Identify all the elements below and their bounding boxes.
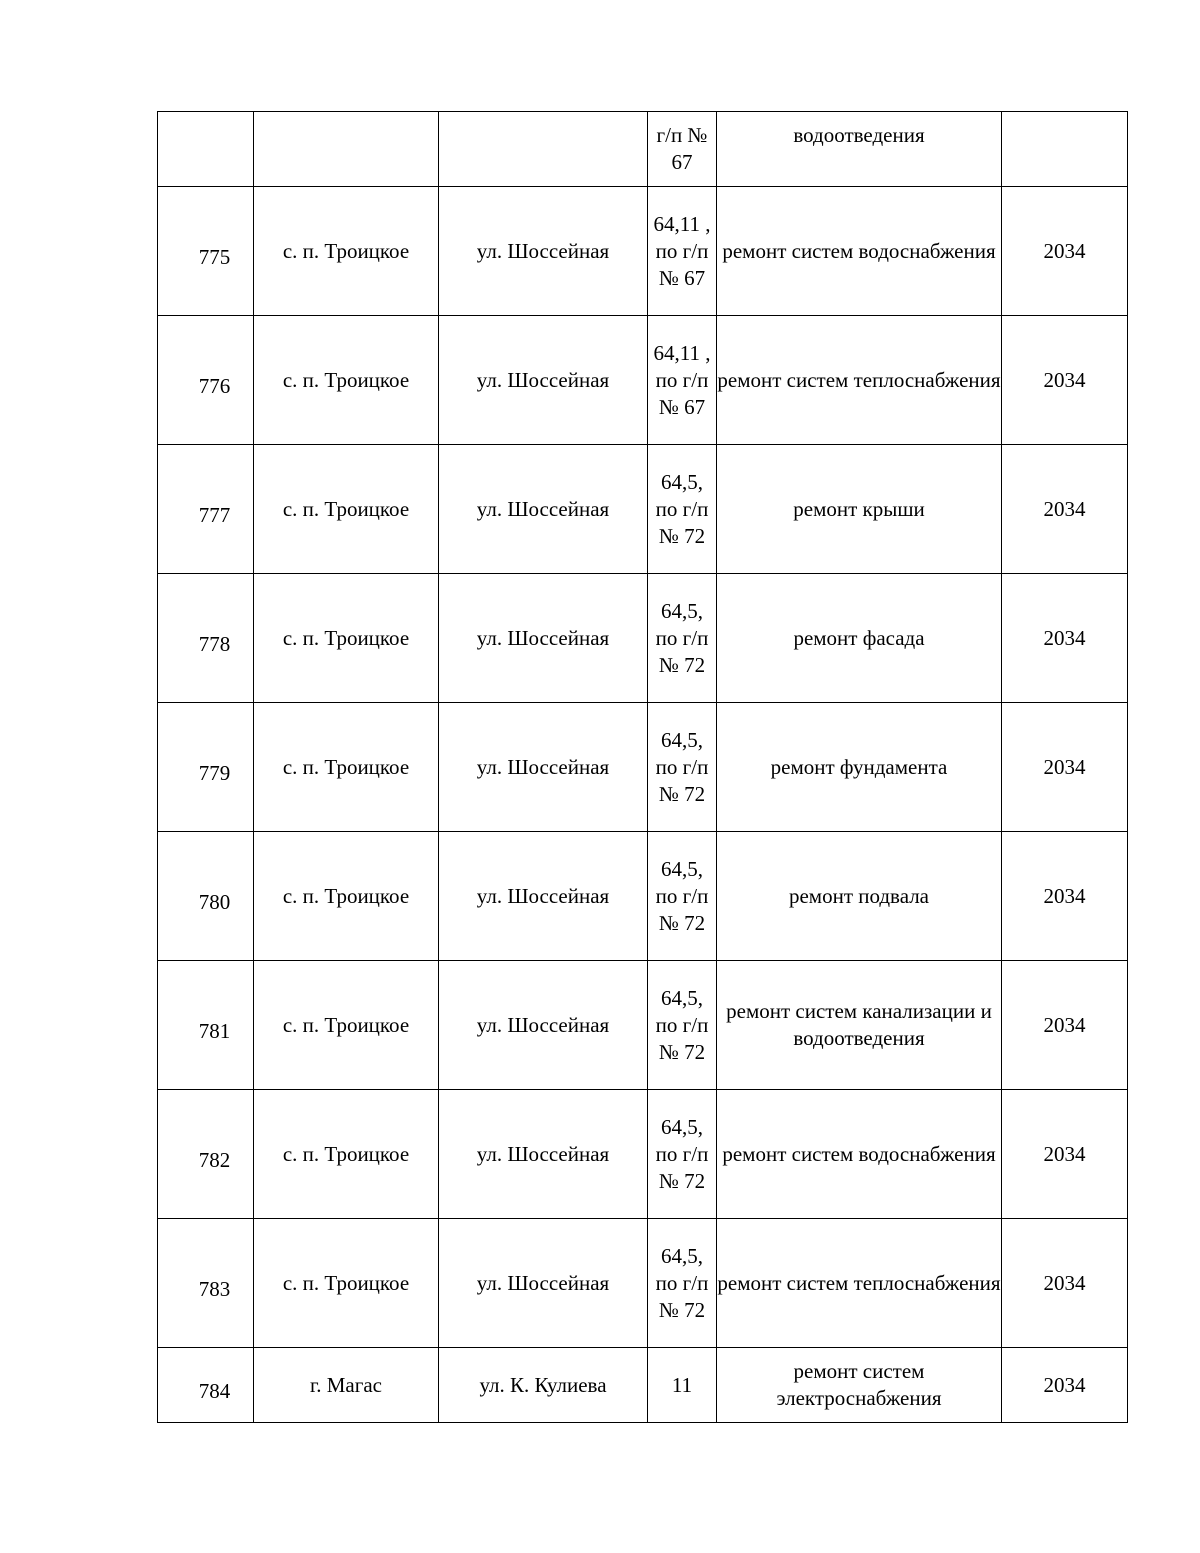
work-type-cell: ремонт систем теплоснабжения xyxy=(717,316,1002,445)
house-cell: 64,5, по г/п № 72 xyxy=(648,961,717,1090)
settlement-cell: с. п. Троицкое xyxy=(254,703,439,832)
table-row xyxy=(158,961,1128,1090)
settlement-cell: с. п. Троицкое xyxy=(254,445,439,574)
street-cell: ул. Шоссейная xyxy=(439,187,648,316)
year-cell: 2034 xyxy=(1002,1090,1128,1219)
year-cell: 2034 xyxy=(1002,1348,1128,1423)
year-cell: 2034 xyxy=(1002,316,1128,445)
street-cell: ул. Шоссейная xyxy=(439,703,648,832)
street-cell: ул. Шоссейная xyxy=(439,316,648,445)
street-cell: ул. Шоссейная xyxy=(439,832,648,961)
year-cell: 2034 xyxy=(1002,445,1128,574)
work-type-cell: ремонт систем канализации и водоотведения xyxy=(717,961,1002,1090)
row-number-cell: 784 xyxy=(158,1348,254,1423)
row-number-cell: 778 xyxy=(158,574,254,703)
settlement-cell: с. п. Троицкое xyxy=(254,832,439,961)
work-type-cell: ремонт систем водоснабжения xyxy=(717,187,1002,316)
street-cell: ул. К. Кулиева xyxy=(439,1348,648,1423)
house-cell: 64,5, по г/п № 72 xyxy=(648,445,717,574)
row-number-cell: 776 xyxy=(158,316,254,445)
year-cell: 2034 xyxy=(1002,1219,1128,1348)
work-type-cell: ремонт крыши xyxy=(717,445,1002,574)
settlement-cell: с. п. Троицкое xyxy=(254,316,439,445)
street-cell: ул. Шоссейная xyxy=(439,1219,648,1348)
work-type-cell: ремонт подвала xyxy=(717,832,1002,961)
street-cell: ул. Шоссейная xyxy=(439,961,648,1090)
street-cell: ул. Шоссейная xyxy=(439,574,648,703)
house-cell: 64,5, по г/п № 72 xyxy=(648,832,717,961)
row-number-cell: 775 xyxy=(158,187,254,316)
work-type-cell: ремонт систем теплоснабжения xyxy=(717,1219,1002,1348)
work-type-cell: ремонт систем электроснабжения xyxy=(717,1348,1002,1423)
house-cell: г/п № 67 xyxy=(648,112,717,187)
street-cell xyxy=(439,112,648,187)
settlement-cell: с. п. Троицкое xyxy=(254,961,439,1090)
street-cell: ул. Шоссейная xyxy=(439,1090,648,1219)
row-number-cell: 780 xyxy=(158,832,254,961)
house-cell: 64,5, по г/п № 72 xyxy=(648,703,717,832)
row-number-cell: 782 xyxy=(158,1090,254,1219)
table-row xyxy=(158,187,1128,316)
work-type-cell: водоотведения xyxy=(717,112,1002,187)
house-cell: 64,5, по г/п № 72 xyxy=(648,574,717,703)
house-cell: 64,11 , по г/п № 67 xyxy=(648,316,717,445)
table-row xyxy=(158,832,1128,961)
settlement-cell: с. п. Троицкое xyxy=(254,1090,439,1219)
house-cell: 64,11 , по г/п № 67 xyxy=(648,187,717,316)
row-number-cell: 779 xyxy=(158,703,254,832)
house-cell: 11 xyxy=(648,1348,717,1423)
row-number-cell: 783 xyxy=(158,1219,254,1348)
table-row xyxy=(158,1090,1128,1219)
house-cell: 64,5, по г/п № 72 xyxy=(648,1090,717,1219)
settlement-cell: с. п. Троицкое xyxy=(254,187,439,316)
street-cell: ул. Шоссейная xyxy=(439,445,648,574)
table-row xyxy=(158,1219,1128,1348)
year-cell: 2034 xyxy=(1002,832,1128,961)
repair-schedule-table xyxy=(157,111,1128,1423)
work-type-cell: ремонт фундамента xyxy=(717,703,1002,832)
table-row xyxy=(158,316,1128,445)
work-type-cell: ремонт фасада xyxy=(717,574,1002,703)
year-cell: 2034 xyxy=(1002,574,1128,703)
table-row xyxy=(158,112,1128,187)
settlement-cell xyxy=(254,112,439,187)
year-cell xyxy=(1002,112,1128,187)
work-type-cell: ремонт систем водоснабжения xyxy=(717,1090,1002,1219)
year-cell: 2034 xyxy=(1002,187,1128,316)
house-cell: 64,5, по г/п № 72 xyxy=(648,1219,717,1348)
table-row xyxy=(158,703,1128,832)
table-row xyxy=(158,445,1128,574)
year-cell: 2034 xyxy=(1002,703,1128,832)
settlement-cell: г. Магас xyxy=(254,1348,439,1423)
row-number-cell: 781 xyxy=(158,961,254,1090)
table-row xyxy=(158,574,1128,703)
settlement-cell: с. п. Троицкое xyxy=(254,1219,439,1348)
settlement-cell: с. п. Троицкое xyxy=(254,574,439,703)
table-row xyxy=(158,1348,1128,1423)
row-number-cell: 777 xyxy=(158,445,254,574)
year-cell: 2034 xyxy=(1002,961,1128,1090)
row-number-cell xyxy=(158,112,254,187)
